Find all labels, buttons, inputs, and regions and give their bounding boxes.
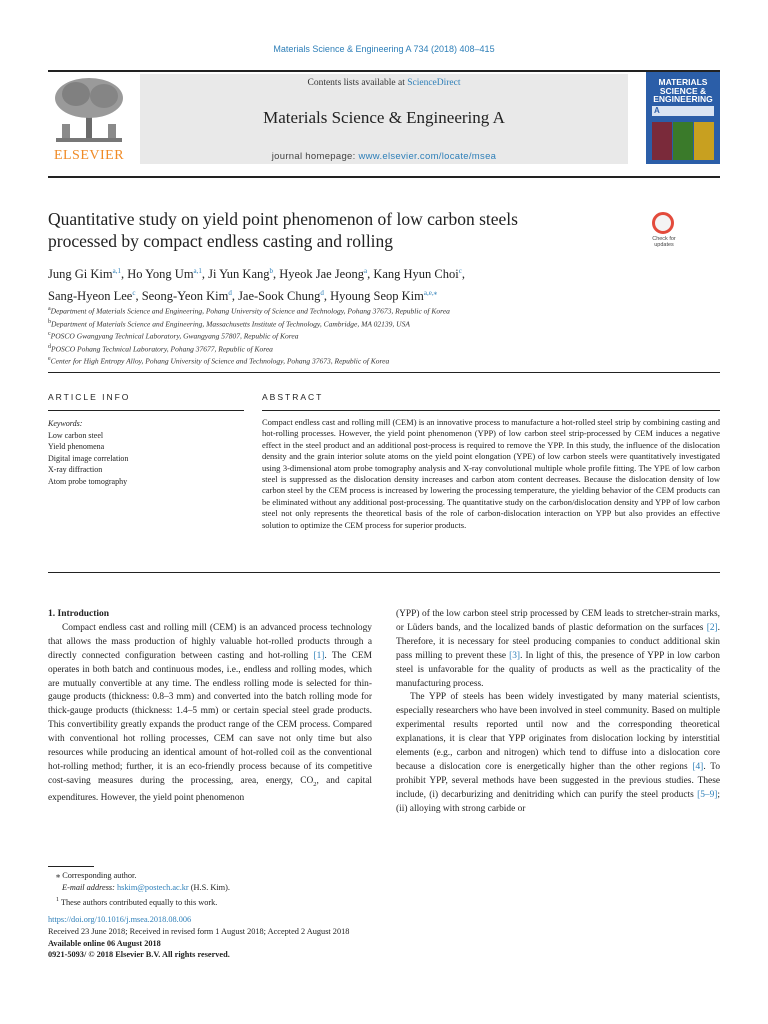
abstract-rule: [262, 410, 720, 411]
affiliation-item: $^d$POSCO Pohang Technical Laboratory, Pohang 37677, Republic of Korea: [48, 343, 273, 353]
body-paragraph: Compact endless cast and rolling mill (CEM) is an advanced process technology that allows the mass production of highly valuable hot-rolled products through a directly connected configuration between casting and hot-rolling [1]. The CEM operates in both batch and continuous modes, i.e., endless and rolling modes, which are mutually convertible at any time. The endless rolling mode is selected for thin-gauge products (thickness: 0.8–3 mm) and converted into the batch rolling mode for thick-gauge products (thickness: 1.4–5 mm) or certain special steel grade products. This convertibility greatly expands the product range of the CEM process. Compared with conventional hot rolling processes, CEM can save not only time but also resources while producing an identical amount of hot-rolled coil as the conventional hot-rolling method; further, it is an eco-friendly process because of its competitive cost-saving measures during the processing, area, energy, $CO_2$, and capital expenditures. However, the yield point phenomenon: [48, 622, 372, 803]
cover-image-3: [694, 122, 714, 160]
author-list: Jung Gi Kim$^{a,1}$, Ho Yong Um$^{a,1}$, Ji Yun Kang$^b$, Hyeok Jae Jeong$^a$, Kang Hyun Choi$^c$, Sang-Hyeon Lee$^c$, Seong-Yeon Kim$^d$, Jae-Sook Chung$^d$, Hyoung Seop Kim$^{a,e,⁎}$: [48, 267, 465, 304]
cover-title-line3: ENGINEERING: [653, 94, 713, 104]
body-column-right: [396, 608, 720, 817]
keyword: Yield phenomena: [48, 442, 105, 451]
affiliation-item: $^c$POSCO Gwangyang Technical Laboratory, Gwangyang 57807, Republic of Korea: [48, 331, 299, 341]
keyword: X-ray diffraction: [48, 465, 103, 474]
article-metadata: [48, 914, 548, 961]
keywords-label: Keywords:: [48, 419, 83, 428]
check-for-updates-badge[interactable]: [646, 212, 682, 252]
header-bottom-rule: [48, 176, 720, 178]
cover-image-1: [652, 122, 672, 160]
sciencedirect-link[interactable]: ScienceDirect: [407, 78, 461, 88]
affiliation-item: $^a$Department of Materials Science and Engineering, Pohang University of Science and Technology, Pohang 37673, Republic of Korea: [48, 306, 450, 316]
author[interactable]: Jung Gi Kim$^{a,1}$: [48, 267, 121, 282]
reference-link[interactable]: [5–9]: [697, 789, 718, 800]
elsevier-logo: [48, 76, 130, 164]
author[interactable]: Hyeok Jae Jeong$^a$: [279, 267, 368, 282]
journal-citation[interactable]: Materials Science & Engineering A 734 (2018) 408–415: [273, 44, 495, 54]
cover-letter: A: [654, 106, 660, 115]
check-updates-line2: updates: [654, 242, 674, 248]
abstract-bottom-rule: [48, 572, 720, 573]
cover-title-line2: SCIENCE &: [659, 85, 707, 96]
affiliation-list: [48, 304, 608, 367]
affiliation-item: $^b$Department of Materials Science and Engineering, Massachusetts Institute of Technology, Cambridge, MA 02139, USA: [48, 318, 410, 328]
journal-homepage: [140, 151, 628, 162]
header-top-rule: [48, 70, 720, 72]
abstract-heading: ABSTRACT: [262, 392, 324, 402]
article-title: [48, 208, 608, 252]
reference-link[interactable]: [2]: [706, 622, 718, 633]
info-top-rule: [48, 372, 720, 373]
available-online: Available online 06 August 2018: [48, 938, 161, 948]
journal-name: Materials Science & Engineering A: [263, 108, 505, 127]
footnote-rule: [48, 866, 94, 867]
article-title-line2: processed by compact endless casting and rolling: [48, 231, 394, 251]
keyword: Digital image correlation: [48, 453, 129, 463]
reference-link[interactable]: [3]: [509, 650, 521, 661]
keyword: Atom probe tomography: [48, 476, 128, 486]
journal-header-box: [140, 74, 628, 164]
author[interactable]: Jae-Sook Chung$^d$: [238, 289, 324, 304]
homepage-prefix: journal homepage:: [271, 151, 359, 162]
body-column-left: [48, 608, 372, 806]
abstract-text: Compact endless cast and rolling mill (CEM) is an innovative process to manufacture a hot-rolled steel strip by combining casting and hot-rolling processes. However, the yield point phenomenon (YPP) of low carbon steel strip-processed by CEM induces a negative effect in the steel product and an additional post-process is required to remove the YPP. In this study, the influence of the dislocation density and the grain interior solute atoms on the yield point elongation (YPE) of low carbon steels were quantitatively investigated using 3-dimensional atom probe tomography analysis and X-ray convolutional multiple whole profile fitting. The YPE of low carbon steel is suppressed as the dislocation density increases and carbon atom content decreases. Because the dislocation density of low carbon steel by the CEM process is increased by lowering the processing temperature, the yielding behavior of the CEM products can be eliminated without any additional post-processing. The quantitative study on the carbon/dislocation density and YPP of low carbon steel not only represents the theoretical basis of the role of carbon-dislocation interaction on YPP but also provides an effective solution to optimize the CEM process for superior products.: [262, 417, 720, 530]
reference-link[interactable]: [1]: [313, 650, 325, 661]
elsevier-wordmark: ELSEVIER: [53, 148, 125, 163]
author[interactable]: Ji Yun Kang$^b$: [208, 267, 273, 282]
corresponding-author-note: ⁎ Corresponding author.: [56, 871, 137, 880]
affiliation-item: $^e$Center for High Entropy Alloy, Pohang University of Science and Technology, Pohang 37673, Republic of Korea: [48, 356, 390, 366]
homepage-link[interactable]: www.elsevier.com/locate/msea: [358, 151, 497, 162]
body-paragraph: (YPP) of the low carbon steel strip processed by CEM leads to stretcher-strain marks, or Lüders bands, and the localized bands of plastic deformation on the surfaces [2]. Therefore, it is necessary for steel producing companies to conduct additional skin pass milling to prevent these [3]. In light of this, the presence of YPP in low carbon steel is unfavorable for the quality of products as well as the practicality of the manufacturing process.: [396, 609, 720, 689]
keyword: Low carbon steel: [48, 430, 104, 440]
reference-link[interactable]: [4]: [692, 761, 704, 772]
author[interactable]: Hyoung Seop Kim$^{a,e,⁎}$: [330, 289, 438, 304]
email-note: E-mail address: hskim@postech.ac.kr (H.S. Kim).: [62, 883, 230, 892]
doi-link[interactable]: https://doi.org/10.1016/j.msea.2018.08.006: [48, 915, 192, 924]
article-title-line1: Quantitative study on yield point phenomenon of low carbon steels: [48, 209, 518, 229]
check-updates-icon: [652, 212, 674, 234]
elsevier-tree-icon: [48, 76, 130, 146]
email-link[interactable]: hskim@postech.ac.kr: [117, 883, 189, 892]
section-heading-introduction: 1. Introduction: [48, 609, 110, 619]
body-paragraph: The YPP of steels has been widely investigated by many material scientists, especially researchers who have been involved in steel community. Based on multiple experimental results reported until now and the corresponding theoretical explanations, it is clear that YPP originates from dislocation locking by interstitial elements (e.g., carbon and nitrogen) which tend to diffuse into a dislocation core because a dislocation core is energetically higher than the other regions [4]. To prohibit YPP, several methods have been suggested in the previous studies. These include, (i) decarburizing and denitriding which can purify the steel products [5–9]; (ii) alloying with strong carbide or: [396, 692, 721, 814]
contents-available: [140, 78, 628, 88]
received-dates: Received 23 June 2018; Received in revised form 1 August 2018; Accepted 2 August 2018: [48, 926, 350, 936]
keywords-block: [48, 418, 244, 487]
cover-title-line1: MATERIALS: [658, 77, 708, 87]
check-updates-line1: Check for: [652, 236, 676, 242]
contents-prefix: Contents lists available at: [307, 78, 408, 88]
article-info-rule: [48, 410, 244, 411]
check-updates-text: [646, 236, 682, 248]
article-info-heading: ARTICLE INFO: [48, 392, 131, 402]
footnotes: [48, 870, 448, 909]
author[interactable]: Ho Yong Um$^{a,1}$: [127, 267, 202, 282]
author[interactable]: Sang-Hyeon Lee$^c$: [48, 289, 136, 304]
journal-cover-thumbnail[interactable]: [646, 72, 720, 164]
author[interactable]: Seong-Yeon Kim$^d$: [141, 289, 232, 304]
equal-contribution-note: $^1$ These authors contributed equally to this work.: [56, 897, 218, 907]
author[interactable]: Kang Hyun Choi$^c$: [373, 267, 462, 282]
cover-image-2: [673, 122, 693, 160]
copyright: 0921-5093/ © 2018 Elsevier B.V. All rights reserved.: [48, 950, 230, 960]
cover-banner: [652, 106, 714, 116]
cover-title: [646, 78, 720, 104]
